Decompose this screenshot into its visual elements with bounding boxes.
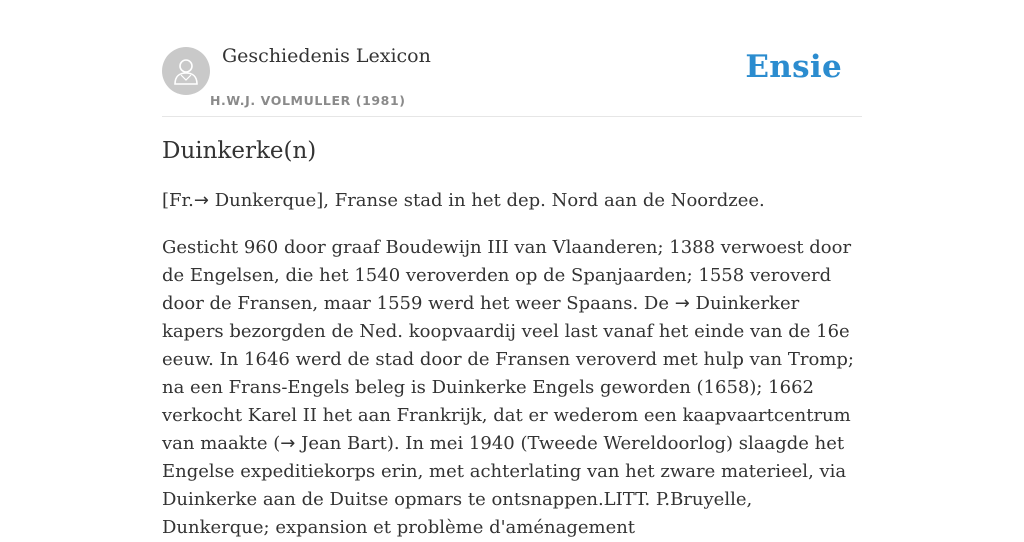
- cross-reference-arrow-icon: →: [674, 293, 690, 314]
- book-title[interactable]: Geschiedenis Lexicon: [222, 45, 431, 67]
- cross-reference-arrow-icon: →: [280, 433, 296, 454]
- cross-reference-arrow-icon: →: [193, 190, 209, 211]
- intro-text-before: [Fr.: [162, 190, 194, 211]
- article-body: [162, 234, 862, 542]
- intro-text-after: ], Franse stad in het dep. Nord aan de Noordzee.: [316, 190, 765, 211]
- link-jean-bart[interactable]: Jean Bart: [295, 433, 387, 454]
- body-text-2: bezorgden de Ned. koopvaardij veel last vanaf het einde van de 16e eeuw. In 1646 werd de stad door de Fransen veroverd met hulp van Tromp; na een Frans-Engels beleg is Duinkerke Engels geworden (1658); 1662 verkocht Karel II het aan Frankrijk, dat er wederom een kaapvaartcentrum van maakte (: [162, 321, 854, 454]
- article-content: [162, 138, 862, 542]
- author-avatar[interactable]: [162, 47, 210, 95]
- article-intro: [162, 187, 862, 215]
- body-text-3: ). In mei 1940 (Tweede Wereldoorlog) slaagde het Engelse expeditiekorps erin, met achterlating van het zware materieel, via Duinkerke aan de Duitse opmars te ontsnappen.LITT. P.Bruyelle, Dunkerque; expansion et problème d'aménagement: [162, 433, 847, 538]
- author-credit[interactable]: H.W.J. VOLMULLER (1981): [210, 93, 406, 108]
- user-avatar-icon: [172, 56, 200, 86]
- body-text-1: Gesticht 960 door graaf Boudewijn III van Vlaanderen; 1388 verwoest door de Engelsen, die het 1540 veroverden op de Spanjaarden; 1558 veroverd door de Fransen, maar 1559 werd het weer Spaans. De: [162, 237, 852, 314]
- link-dunkerque[interactable]: Dunkerque: [208, 190, 317, 211]
- source-header: [162, 0, 862, 117]
- article-title: Duinkerke(n): [162, 138, 317, 164]
- link-duinkerker-kapers[interactable]: Duinkerker kapers: [162, 293, 800, 342]
- ensie-logo[interactable]: Ensie: [745, 49, 842, 85]
